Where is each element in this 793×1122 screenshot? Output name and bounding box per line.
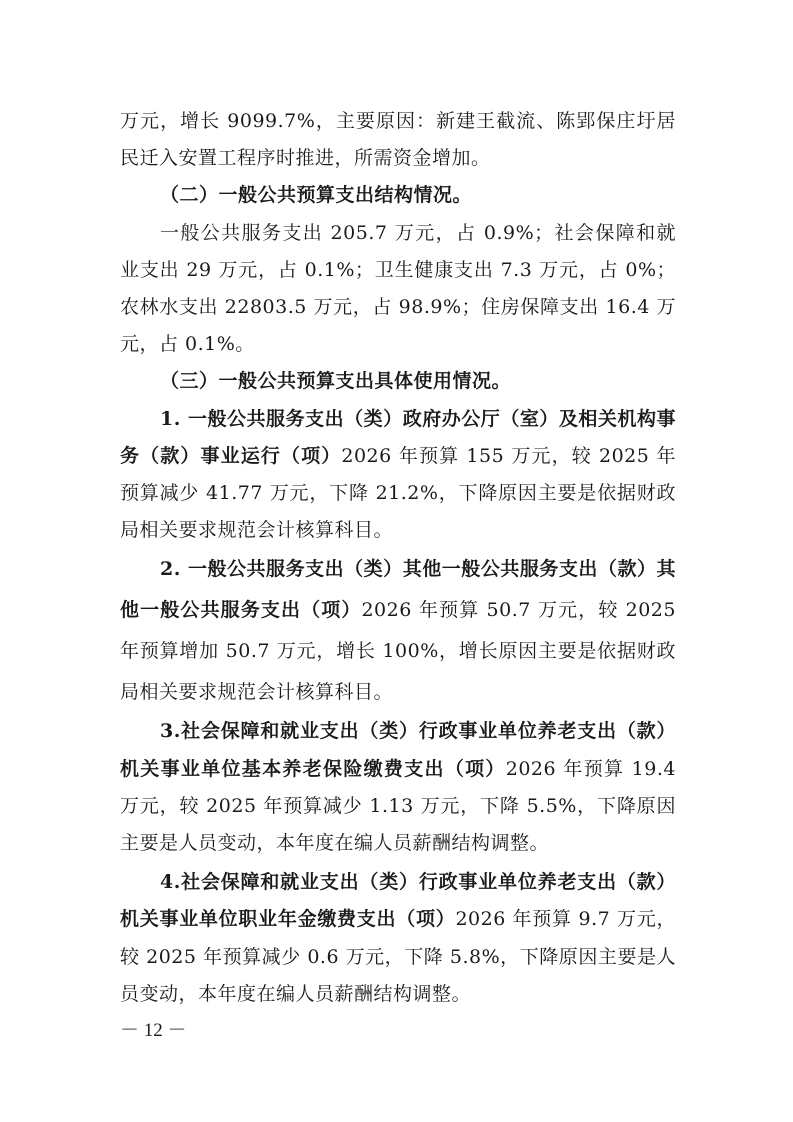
page-number: － 12 － [120, 1020, 187, 1041]
body-text [120, 103, 676, 1013]
section-heading-2: （二）一般公共预算支出结构情况。 [160, 184, 473, 207]
item-2-title: 2. 一般公共服务支出（类）其他一般公共服务支出（款）其他一般公共服务支出（项） [120, 558, 676, 622]
item-1-title: 1. 一般公共服务支出（类）政府办公厅（室）及相关机构事务（款）事业运行（项） [120, 407, 676, 467]
item-1-body: 2026 年预算 155 万元，较 2025 年预算减少 41.77 万元，下降 21.2%，下降原因主要是依据财政局相关要求规范会计核算科目。 [120, 444, 676, 542]
paragraph-item-1 [120, 401, 676, 550]
item-2-body: 2026 年预算 50.7 万元，较 2025 年预算增加 50.7 万元，增长 100%，增长原因主要是依据财政局相关要求规范会计核算科目。 [120, 599, 676, 704]
paragraph-item-4 [120, 864, 676, 1013]
item-3-body: 2026 年预算 19.4 万元，较 2025 年预算减少 1.13 万元，下降 5.5%，下降原因主要是人员变动，本年度在编人员薪酬结构调整。 [120, 757, 676, 855]
paragraph-item-3 [120, 713, 676, 862]
item-4-title: 4.社会保障和就业支出（类）行政事业单位养老支出（款）机关事业单位职业年金缴费支出（项） [120, 871, 676, 931]
paragraph-structure: 一般公共服务支出 205.7 万元，占 0.9%；社会保障和就业支出 29 万元，占 0.1%；卫生健康支出 7.3 万元，占 0%；农林水支出 22803.5 万元，占 98.9%；住房保障支出 16.4 万元，占 0.1%。 [120, 221, 676, 356]
paragraph-continuation: 万元，增长 9099.7%，主要原因：新建王截流、陈郢保庄圩居民迁入安置工程序时推进，所需资金增加。 [120, 110, 676, 170]
item-4-body: 2026 年预算 9.7 万元，较 2025 年预算减少 0.6 万元，下降 5.8%，下降原因主要是人员变动，本年度在编人员薪酬结构调整。 [120, 908, 676, 1005]
paragraph-item-2 [120, 549, 676, 713]
section-heading-3: （三）一般公共预算支出具体使用情况。 [160, 370, 512, 393]
item-3-title: 3.社会保障和就业支出（类）行政事业单位养老支出（款）机关事业单位基本养老保险缴费支出（项） [120, 720, 676, 780]
